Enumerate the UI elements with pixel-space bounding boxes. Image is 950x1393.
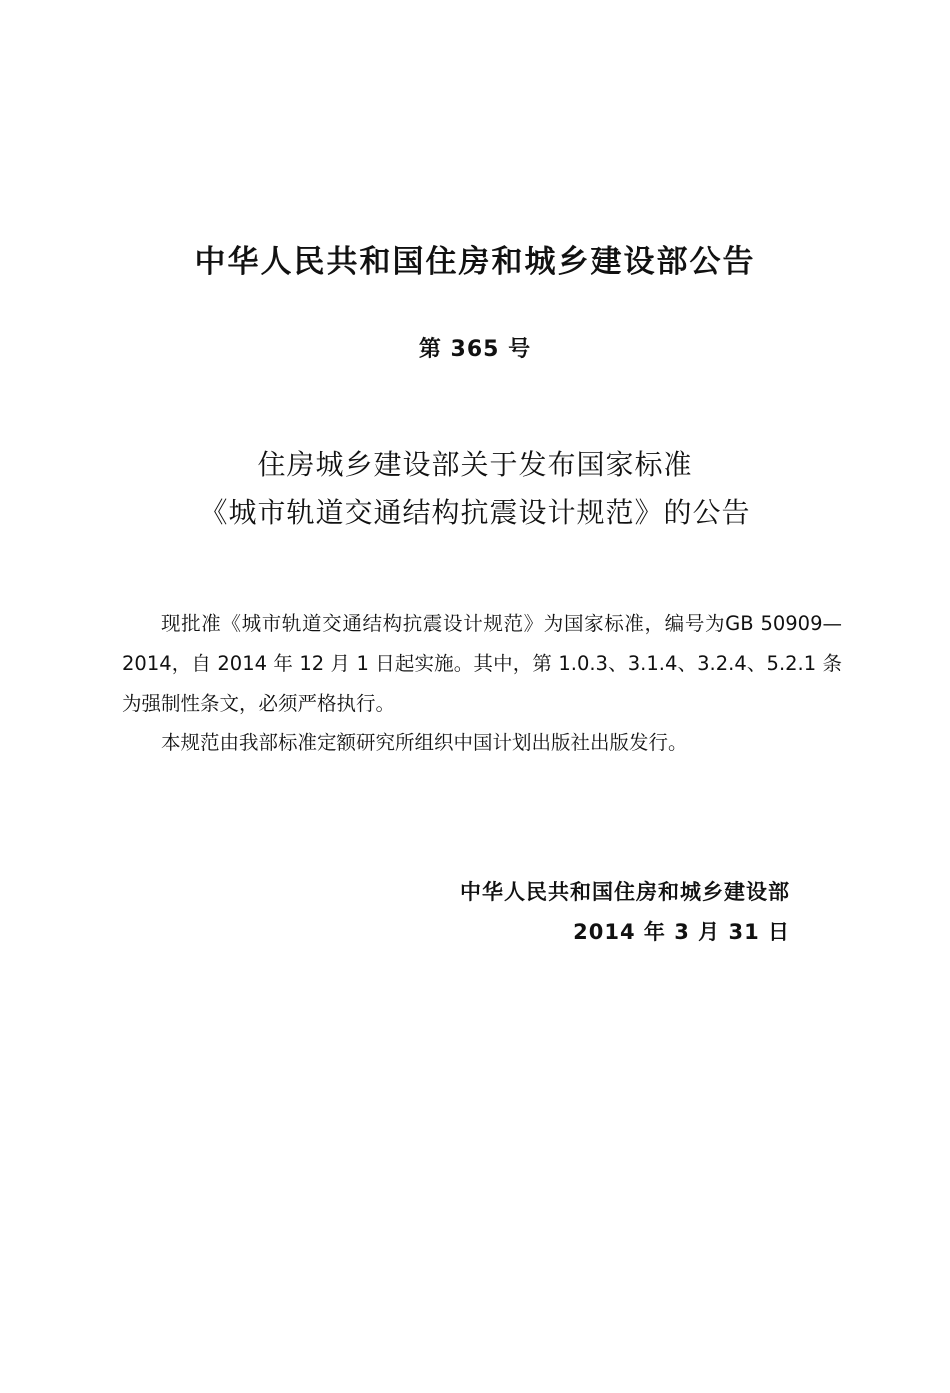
issue-date: 2014 年 3 月 31 日 (573, 920, 790, 944)
body-paragraph-publication (122, 723, 842, 763)
announcement-title: 中华人民共和国住房和城乡建设部公告 (194, 244, 756, 280)
issuer-signature: 中华人民共和国住房和城乡建设部 (460, 880, 790, 904)
notice-number: 第 365 号 (418, 337, 532, 362)
body-paragraph-approval (122, 604, 842, 724)
subtitle-line-1: 住房城乡建设部关于发布国家标准 (257, 448, 693, 481)
paragraph-text: 本规范由我部标准定额研究所组织中国计划出版社出版发行。 (161, 731, 688, 754)
subtitle-line-2: 《城市轨道交通结构抗震设计规范》的公告 (199, 496, 751, 529)
paragraph-text: 现批准《城市轨道交通结构抗震设计规范》为国家标准，编号为GB 50909—2014，自 2014 年 12 月 1 日起实施。其中，第 1.0.3、3.1.4、3.2.4、5.2.1 条为强制性条文，必须严格执行。 (122, 612, 842, 715)
